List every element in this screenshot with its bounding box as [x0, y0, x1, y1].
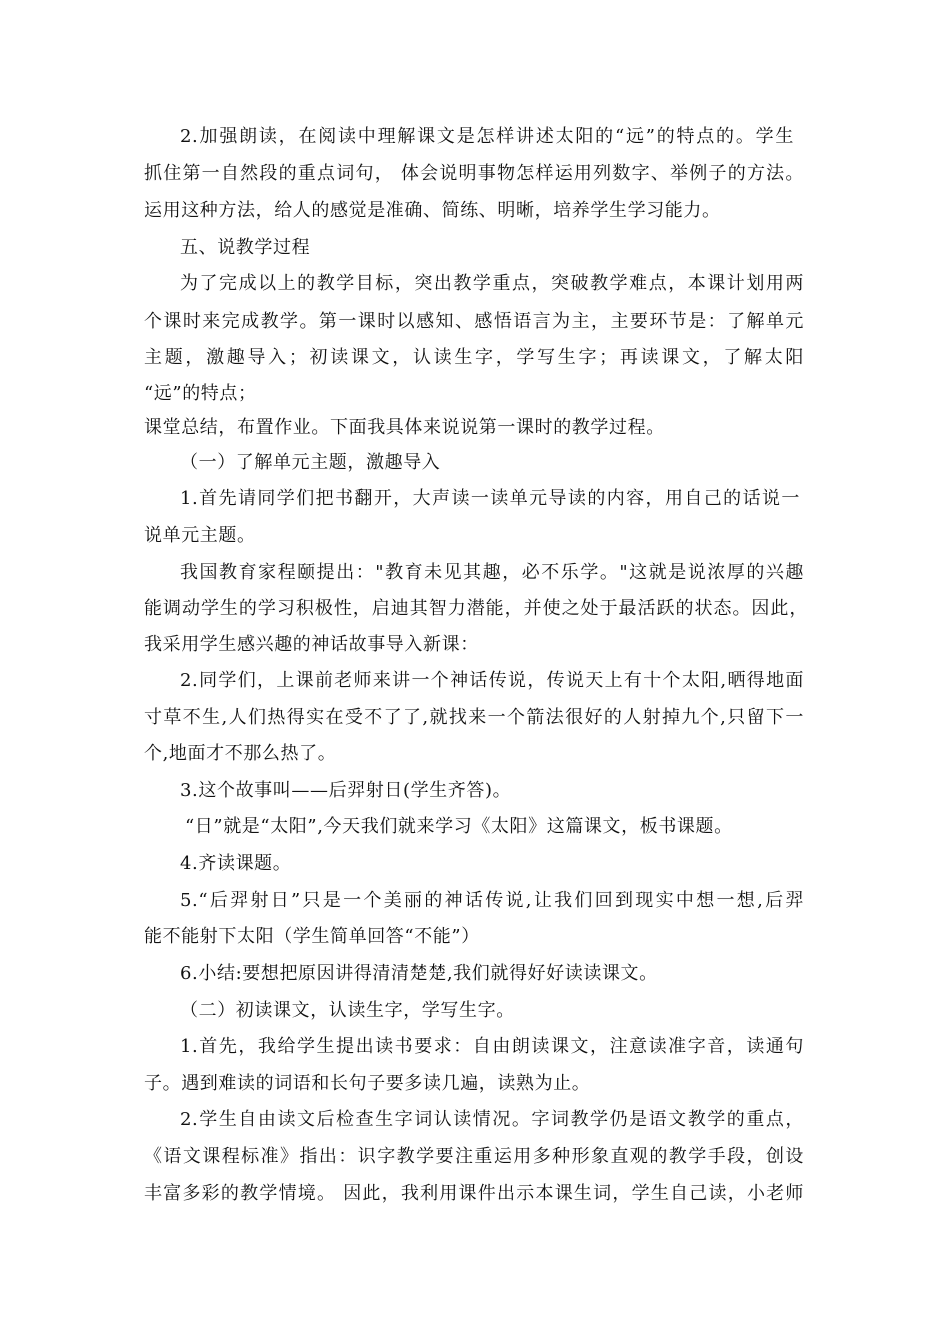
text-line: 我采用学生感兴趣的神话故事导入新课： [144, 634, 479, 655]
text-line: “日”就是“太阳”,今天我们就来学习《太阳》这篇课文，板书课题。 [185, 816, 733, 837]
text-line: 2.学生自由读文后检查生字词认读情况。字词教学仍是语文教学的重点， [180, 1109, 804, 1130]
text-line: 《语文课程标准》指出：识字教学要注重运用多种形象直观的教学手段，创设 [144, 1146, 804, 1167]
text-line: 3.这个故事叫——后羿射日(学生齐答)。 [180, 780, 512, 801]
text-line: 5.“后羿射日”只是一个美丽的神话传说,让我们回到现实中想一想,后羿 [180, 890, 804, 911]
text-line: 4.齐读课题。 [180, 853, 292, 874]
text-line: 运用这种方法，给人的感觉是准确、简练、明晰，培养学生学习能力。 [144, 200, 721, 221]
text-line: 6.小结:要想把原因讲得清清楚楚,我们就得好好读读课文。 [180, 963, 658, 984]
text-line: 说单元主题。 [144, 525, 256, 546]
section-heading: 五、说教学过程 [180, 237, 311, 258]
text-line: 个课时来完成教学。第一课时以感知、感悟语言为主，主要环节是：了解单元 [144, 311, 804, 332]
text-line: 子。遇到难读的词语和长句子要多读几遍，读熟为止。 [144, 1073, 591, 1094]
text-line: 课堂总结，布置作业。下面我具体来说说第一课时的教学过程。 [144, 417, 665, 438]
sub-heading: （二）初读课文，认读生字，学写生字。 [180, 1000, 515, 1021]
text-line: 为了完成以上的教学目标，突出教学重点，突破教学难点，本课计划用两 [180, 273, 804, 294]
sub-heading: （一）了解单元主题，激趣导入 [180, 452, 441, 473]
text-line: 能调动学生的学习积极性，启迪其智力潜能，并使之处于最活跃的状态。因此， [144, 598, 808, 619]
text-line: 2.加强朗读，在阅读中理解课文是怎样讲述太阳的“远”的特点的。学生 [180, 126, 794, 147]
text-line: 1.首先请同学们把书翻开，大声读一读单元导读的内容，用自己的话说一 [180, 488, 800, 509]
text-line: 2.同学们，上课前老师来讲一个神话传说，传说天上有十个太阳,晒得地面 [180, 670, 804, 691]
text-line: 我国教育家程颐提出："教育未见其趣，必不乐学。"这就是说浓厚的兴趣 [180, 562, 804, 583]
text-line: 主题，激趣导入；初读课文，认读生字，学写生字；再读课文，了解太阳 [144, 347, 804, 368]
text-line: “远”的特点； [144, 383, 257, 404]
text-line: 能不能射下太阳（学生简单回答“不能”） [144, 926, 480, 947]
text-line: 抓住第一自然段的重点词句， 体会说明事物怎样运用列数字、举例子的方法。 [144, 163, 804, 184]
text-line: 丰富多彩的教学情境。 因此，我利用课件出示本课生词，学生自己读，小老师 [144, 1183, 804, 1204]
text-line: 1.首先，我给学生提出读书要求：自由朗读课文，注意读准字音，读通句 [180, 1036, 804, 1057]
text-line: 个,地面才不那么热了。 [144, 743, 337, 764]
text-line: 寸草不生,人们热得实在受不了了,就找来一个箭法很好的人射掉九个,只留下一 [144, 707, 804, 728]
